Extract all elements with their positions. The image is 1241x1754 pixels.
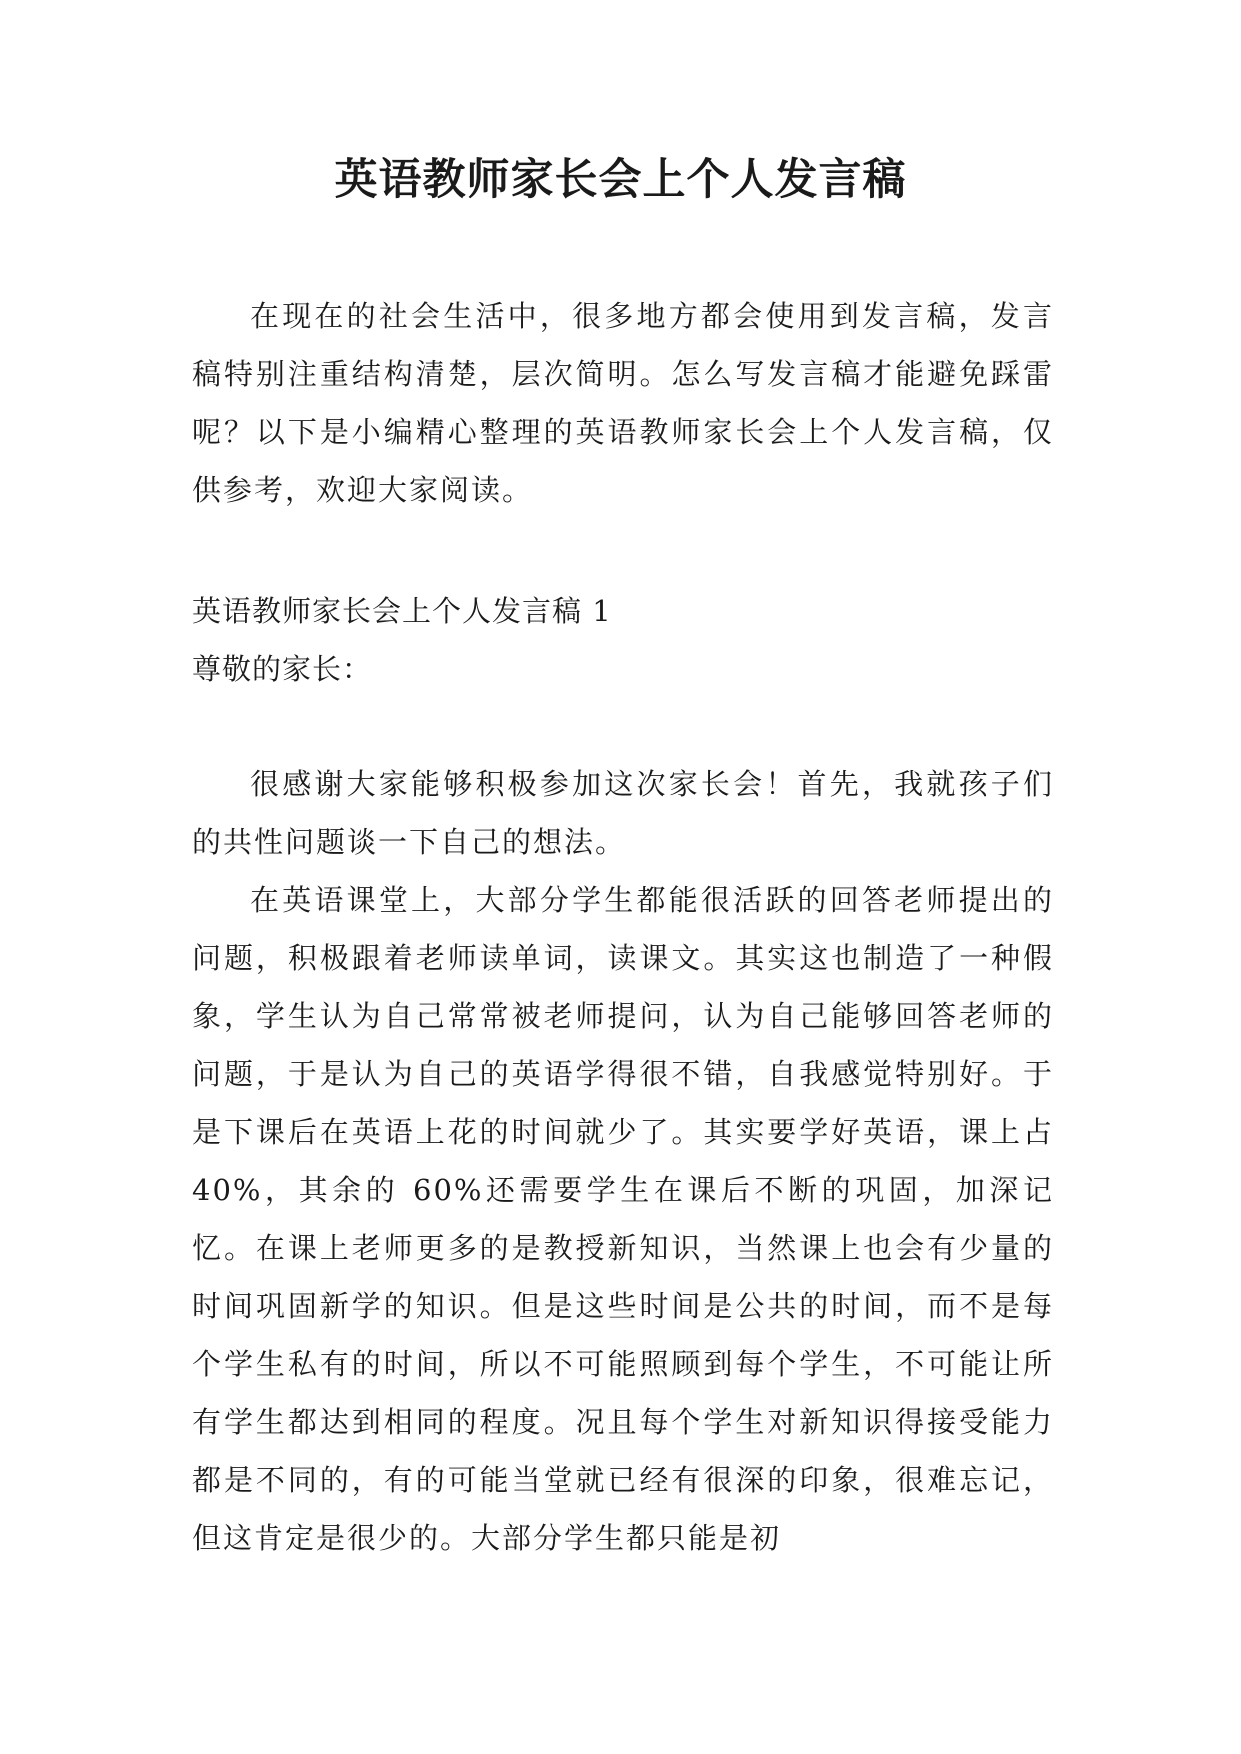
- section-heading: 英语教师家长会上个人发言稿 1: [192, 594, 612, 628]
- body-paragraph: 很感谢大家能够积极参加这次家长会！首先，我就孩子们的共性问题谈一下自己的想法。: [192, 767, 1054, 859]
- salutation: 尊敬的家长：: [192, 652, 373, 686]
- intro-paragraph: 在现在的社会生活中，很多地方都会使用到发言稿，发言稿特别注重结构清楚，层次简明。怎么写发言稿才能避免踩雷呢？以下是小编精心整理的英语教师家长会上个人发言稿，仅供参考，欢迎大家阅读。: [192, 299, 1054, 507]
- body-paragraph: 在英语课堂上，大部分学生都能很活跃的回答老师提出的问题，积极跟着老师读单词，读课文。其实这也制造了一种假象，学生认为自己常常被老师提问，认为自己能够回答老师的问题，于是认为自己的英语学得很不错，自我感觉特别好。于是下课后在英语上花的时间就少了。其实要学好英语，课上占 40%，其余的 60%还需要学生在课后不断的巩固，加深记忆。在课上老师更多的是教授新知识，当然课上也会有少量的时间巩固新学的知识。但是这些时间是公共的时间，而不是每个学生私有的时间，所以不可能照顾到每个学生，不可能让所有学生都达到相同的程度。况且每个学生对新知识得接受能力都是不同的，有的可能当堂就已经有很深的印象，很难忘记，但这肯定是很少的。大部分学生都只能是初: [192, 883, 1054, 1555]
- document-title: 英语教师家长会上个人发言稿: [334, 155, 907, 205]
